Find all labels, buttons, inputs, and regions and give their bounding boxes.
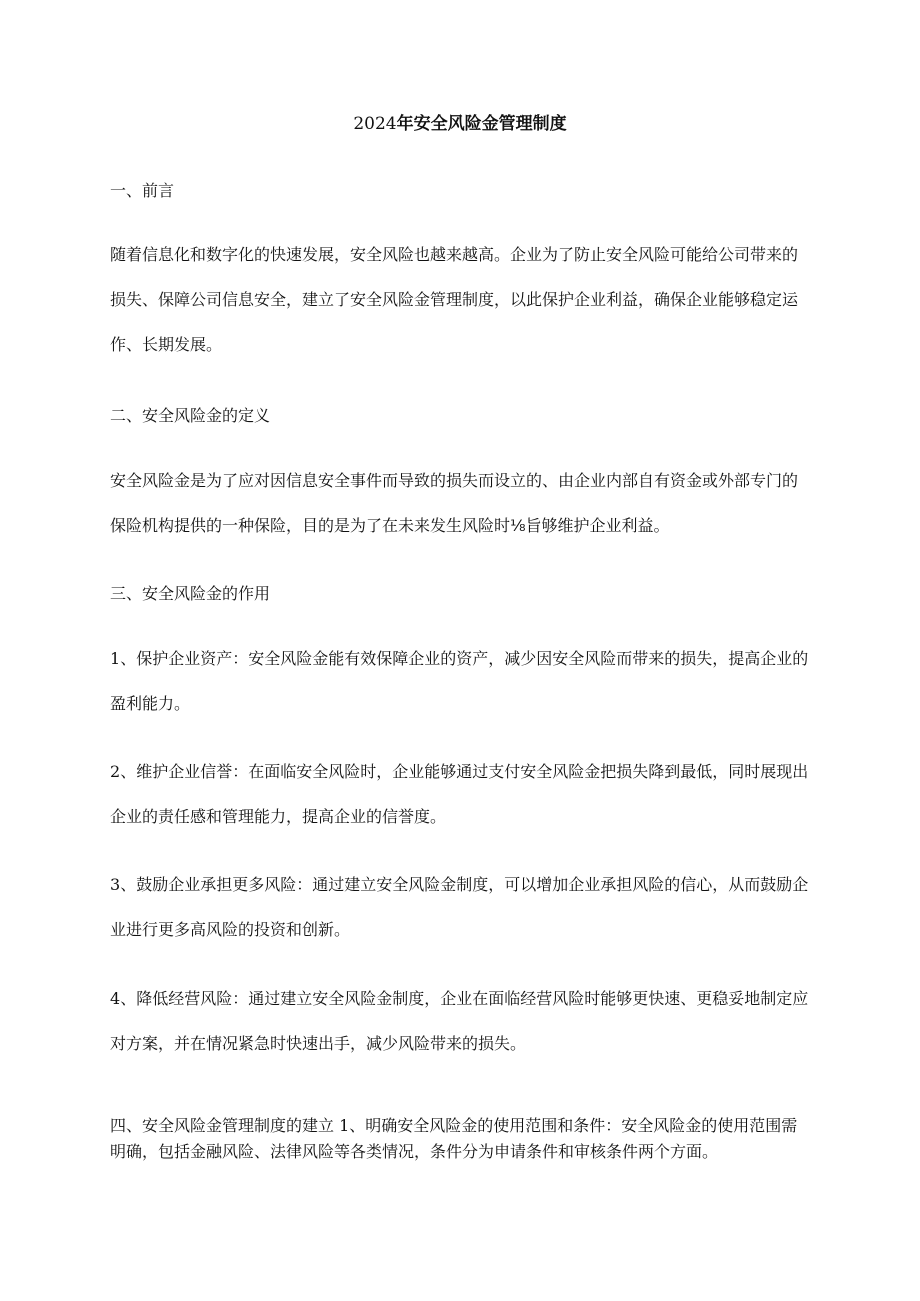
list-item-text: 、降低经营风险：通过建立安全风险金制度，企业在面临经营风险时能够更快速、更稳妥地制定应对方案，并在情况紧急时快速出手，减少风险带来的损失。: [110, 989, 809, 1053]
list-item-text: 、明确安全风险金的使用范围和条件：安全风险金的使用范围需明确，包括金融风险、法律风险等各类情况，条件分为申请条件和审核条件两个方面。: [110, 1116, 798, 1161]
section-heading-definition: 二、安全风险金的定义: [110, 406, 271, 425]
list-item-role-3: [110, 862, 812, 952]
list-item-role-2: [110, 749, 812, 839]
section-paragraph-establishment: [110, 1113, 812, 1165]
list-item-role-4: [110, 976, 812, 1066]
list-item-number: 4: [110, 989, 121, 1008]
document-title: [0, 112, 920, 136]
section-heading-role: 三、安全风险金的作用: [110, 584, 271, 603]
list-item-text: 、鼓励企业承担更多风险：通过建立安全风险金制度，可以增加企业承担风险的信心，从而鼓励企业进行更多高风险的投资和创新。: [110, 875, 809, 939]
list-item-number: 2: [110, 762, 121, 781]
title-year: 2024: [353, 114, 397, 134]
title-text: 年安全风险金管理制度: [396, 114, 567, 134]
list-item-role-1: [110, 636, 812, 726]
list-item-text: 、保护企业资产：安全风险金能有效保障企业的资产，减少因安全风险而带来的损失，提高企业的盈利能力。: [110, 649, 809, 713]
list-item-number: 1: [339, 1116, 350, 1135]
section-paragraph-definition: 安全风险金是为了应对因信息安全事件而导致的损失而设立的、由企业内部自有资金或外部专门的保险机构提供的一种保险，目的是为了在未来发生风险时⅛旨够维护企业利益。: [110, 471, 799, 535]
section-paragraph-preface: 随着信息化和数字化的快速发展，安全风险也越来越高。企业为了防止安全风险可能给公司带来的损失、保障公司信息安全，建立了安全风险金管理制度，以此保护企业利益，确保企业能够稳定运作、长期发展。: [110, 245, 799, 354]
list-item-number: 1: [110, 649, 121, 668]
list-item-number: 3: [110, 875, 121, 894]
section-heading-preface: 一、前言: [110, 181, 175, 200]
section-heading-establishment: 四、安全风险金管理制度的建立: [110, 1116, 340, 1135]
list-item-text: 、维护企业信誉：在面临安全风险时，企业能够通过支付安全风险金把损失降到最低，同时展现出企业的责任感和管理能力，提高企业的信誉度。: [110, 762, 809, 826]
